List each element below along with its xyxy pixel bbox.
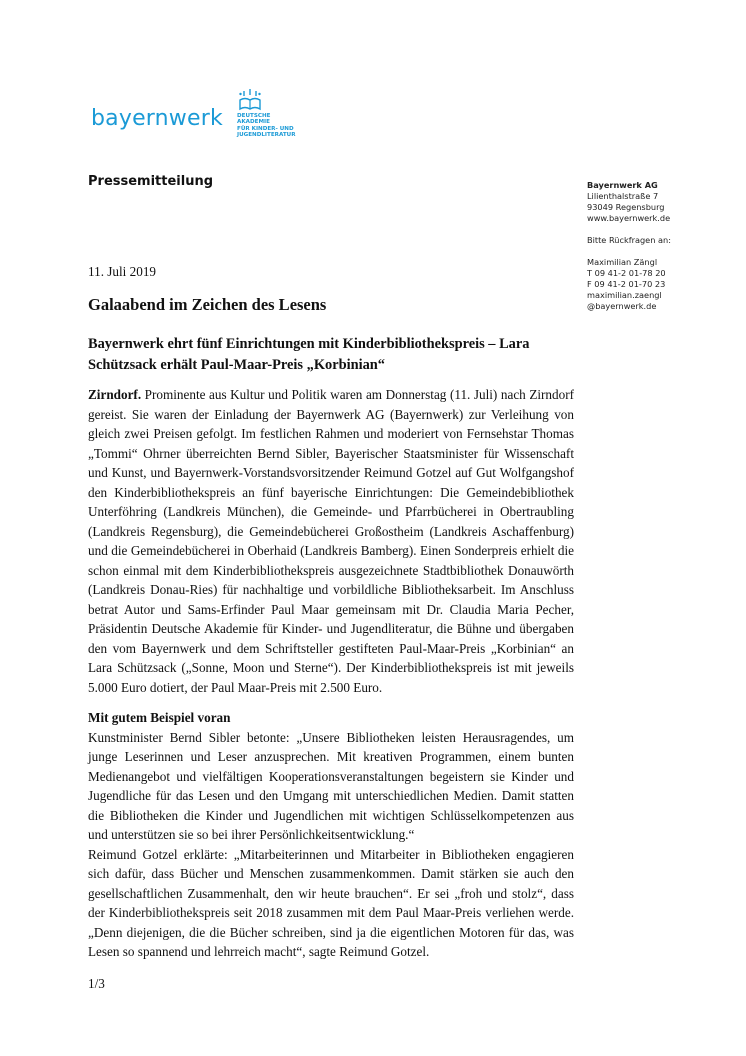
intro-paragraph: Zirndorf. Prominente aus Kultur und Politik waren am Donnerstag (11. Juli) nach Zirndorf gereist. Sie waren der Einladung der Bayernwerk AG (Bayernwerk) zur Verleihung von gleich zwei Preisen gefolgt. Im festlichen Rahmen und moderiert von Fernsehstar Thomas „Tommi“ Ohrner überreichten Bernd Sibler, Bayerischer Staatsminister für Wissenschaft und Kunst, und Bayernwerk-Vorstandsvorsitzender Reimund Gotzel auf Gut Wolfgangshof den Kinderbibliothekspreis an fünf bayerische Einrichtungen: Die Gemeindebibliothek Unterföhring (Landkreis München), die Gemeinde- und Pfarrbücherei in Obertraubling (Landkreis Regensburg), die Gemeindebücherei Großostheim (Landkreis Aschaffenburg) und die Gemeindebücherei in Oberhaid (Landkreis Bamberg). Einen Sonderpreis erhielt die schon einmal mit dem Kinderbibliothekspreis ausgezeichnete Stadtbibliothek Donauwörth (Landkreis Donau-Ries) für nachhaltige und vorbildliche Bibliotheksarbeit. Im Anschluss betrat Autor und Sams-Erfinder Paul Maar gemeinsam mit Dr. Claudia Maria Pecher, Präsidentin Deutsche Akademie für Kinder- und Jugendliteratur, die Bühne und übergaben den vom Bayernwerk und dem Schriftsteller gestifteten Paul-Maar-Preis „Korbinian“ an Lara Schützsack („Sonne, Moon und Sterne“). Der Kinderbibliothekspreis ist mit jeweils 5.000 Euro dotiert, der Paul Maar-Preis mit 2.500 Euro. [88, 387, 574, 695]
subheadline: Bayernwerk ehrt fünf Einrichtungen mit Kinderbibliothekspreis – Lara Schützsack erhält Paul-Maar-Preis „Korbinian“ [88, 336, 530, 373]
section-heading: Mit gutem Beispiel voran [88, 710, 231, 725]
contact-sidebar [587, 180, 717, 312]
questions-label: Bitte Rückfragen an: [587, 235, 671, 245]
logo-subtitle: DEUTSCHE AKADEMIE FÜR KINDER- UND JUGENDLITERATUR [237, 113, 296, 139]
headline: Galaabend im Zeichen des Lesens [88, 295, 327, 314]
fax: F 09 41-2 01-70 23 [587, 279, 666, 289]
release-date: 11. Juli 2019 [88, 264, 157, 279]
website-link[interactable]: www.bayernwerk.de [587, 213, 671, 223]
company-name: Bayernwerk AG [587, 180, 658, 190]
dateline: Zirndorf. [88, 387, 142, 402]
street: Lilienthalstraße 7 [587, 191, 659, 201]
press-release-title: Pressemitteilung [88, 174, 214, 189]
page-number: 1/3 [88, 976, 105, 991]
contact-name: Maximilian Zängl [587, 257, 658, 267]
sibler-paragraph: Kunstminister Bernd Sibler betonte: „Unsere Bibliotheken leisten Herausragendes, um junge Leserinnen und Leser anzusprechen. Mit kreativen Programmen, einem bunten Medienangebot und vielfältigen Kooperationsveranstaltungen begeistern sie Kinder und Jugendliche für das Lesen und den Umgang mit unterschiedlichen Medien. Damit statten die Bibliotheken die Kinder und Jugendlichen mit wichtigen Schlüsselkompetenzen aus und unterstützen sie so bei ihrer Persönlichkeitsentwicklung.“ [88, 729, 574, 842]
logo [91, 88, 296, 139]
logo-wordmark: bayernwerk [91, 106, 223, 131]
article-body [88, 385, 574, 962]
email-link[interactable]: maximilian.zaengl @bayernwerk.de [587, 290, 662, 311]
phone: T 09 41-2 01-78 20 [587, 268, 666, 278]
gotzel-paragraph: Reimund Gotzel erklärte: „Mitarbeiterinnen und Mitarbeiter in Bibliotheken engagieren sich dafür, dass Bücher und Menschen zusammenkommen. Damit stärken sie auch den gesellschaftlichen Zusammenhalt, den wir heute brauchen“. Er sei „froh und stolz“, dass der Kinderbibliothekspreis seit 2018 zusammen mit dem Paul Maar-Preis verliehen werde. „Denn diejenigen, die die Bücher schreiben, sind ja die eigentlichen Motoren für das, was Lesen so spannend und lehrreich macht“, sagte Reimund Gotzel. [88, 846, 574, 959]
city: 93049 Regensburg [587, 202, 665, 212]
